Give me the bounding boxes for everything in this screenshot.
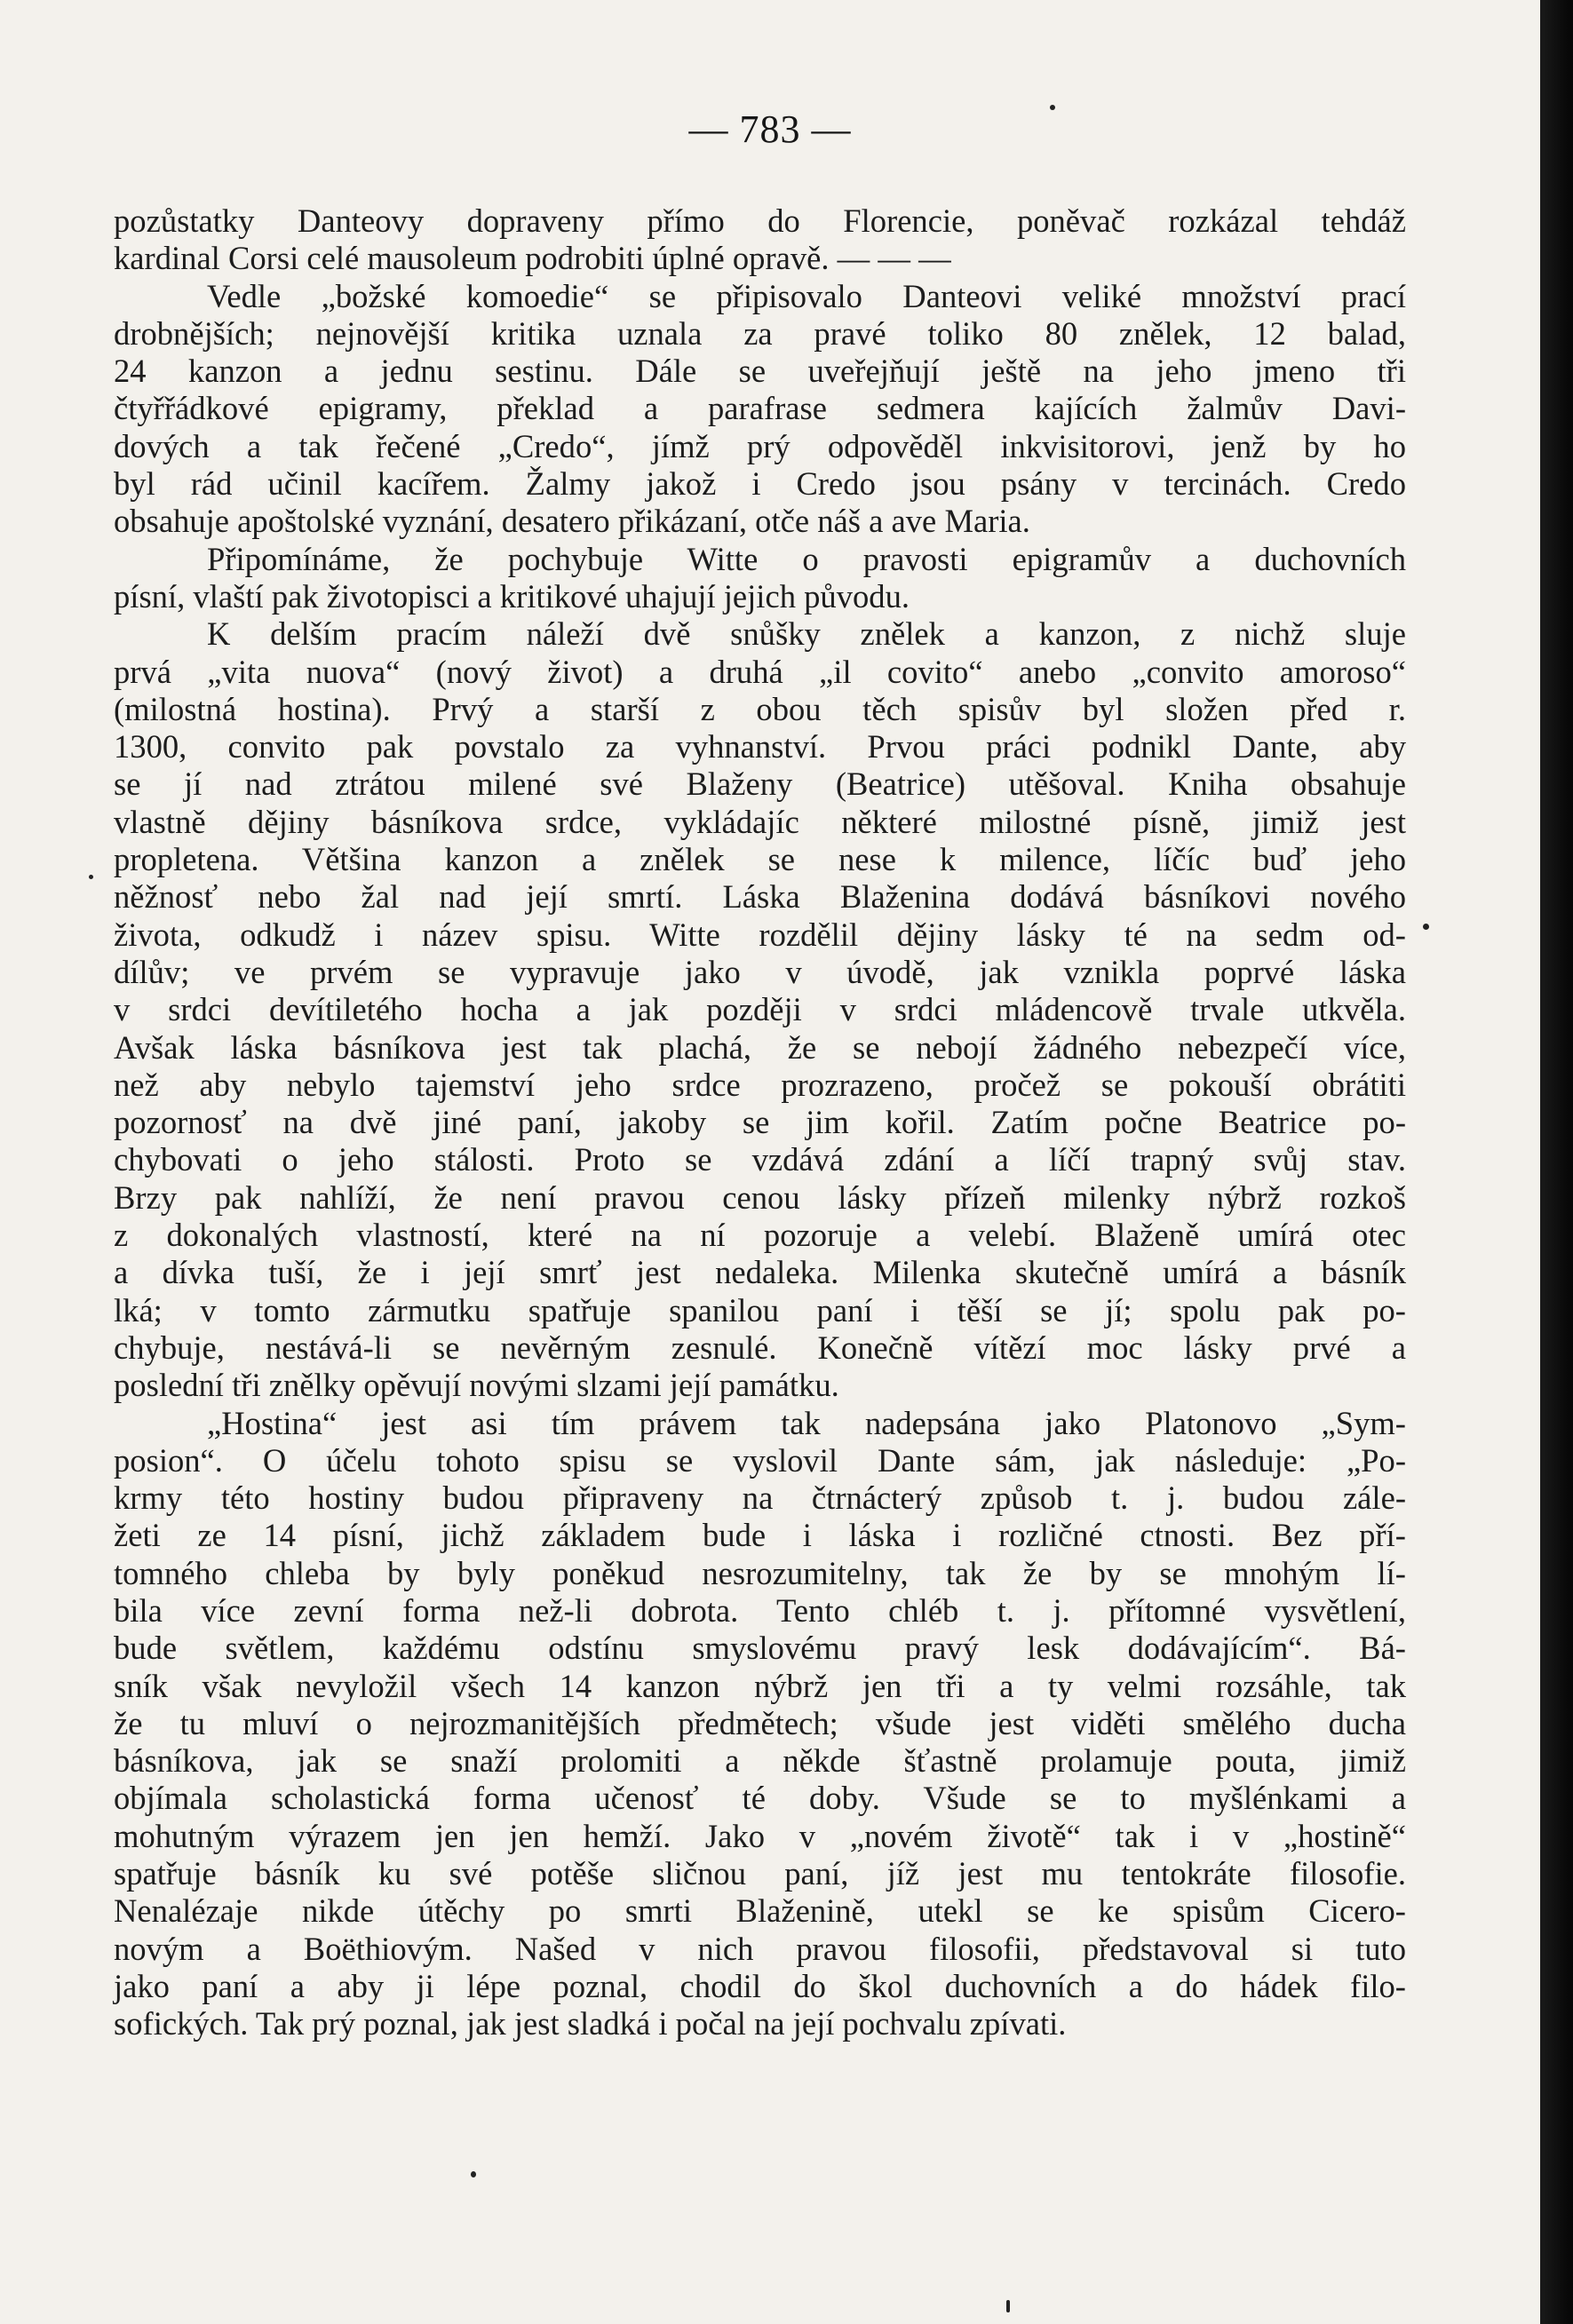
text-line: něžnosť nebo žal nad její smrtí. Láska Blaženina dodává básníkovi nového [114,878,1406,916]
text-line: obsahuje apoštolské vyznání, desatero přikázaní, otče náš a ave Maria. [114,503,1030,540]
text-line: objímala scholastická forma učenosť té doby. Všude se to myšlénkami a [114,1780,1406,1817]
text-line: 1300, convito pak povstalo za vyhnanství. Prvou práci podnikl Dante, aby [114,728,1406,765]
text-line: dílův; ve prvém se vypravuje jako v úvodě, jak vznikla poprvé láska [114,953,1406,990]
print-speck [1423,924,1429,930]
text-line: tomného chleba by byly poněkud nesrozumitelny, tak že by se mnohým lí- [114,1554,1406,1591]
text-line: bila více zevní forma než-li dobrota. Tento chléb t. j. přítomné vysvětlení, [114,1591,1406,1629]
text-line: Vedle „božské komoedie“ se připisovalo Danteovi veliké množství prací [207,277,1406,314]
print-speck [1006,2300,1010,2312]
text-line: „Hostina“ jest asi tím právem tak nadepsána jako Platonovo „Sym- [207,1404,1406,1441]
text-line: chybuje, nestává-li se nevěrným zesnulé. Konečně vítězí moc lásky prvé a [114,1329,1406,1366]
book-edge [1540,0,1573,2324]
text-line: propletena. Většina kanzon a znělek se nese k milence, líčíc buď jeho [114,841,1406,878]
text-line: že tu mluví o nejrozmanitějších předmětech; všude jest viděti smělého ducha [114,1704,1406,1741]
text-line: prvá „vita nuova“ (nový život) a druhá „il covito“ anebo „convito amoroso“ [114,653,1406,690]
text-line: pozůstatky Danteovy dopraveny přímo do Florencie, poněvač rozkázal tehdáž [114,202,1406,239]
text-line: chybovati o jeho stálosti. Proto se vzdává zdání a líčí trapný svůj stav. [114,1141,1406,1178]
text-line: čtyřřádkové epigramy, překlad a parafrase sedmera kajících žalmův Davi- [114,390,1406,427]
print-speck [1050,105,1055,110]
text-line: posion“. O účelu tohoto spisu se vyslovil Dante sám, jak následuje: „Po- [114,1441,1406,1479]
text-line: z dokonalých vlastností, které na ní pozoruje a velebí. Blaženě umírá otec [114,1217,1406,1254]
page-text [114,202,1406,2043]
text-line: K delším pracím náleží dvě snůšky znělek a kanzon, z nichž sluje [207,615,1406,653]
text-line: (milostná hostina). Prvý a starší z obou těch spisův byl složen před r. [114,690,1406,727]
text-line: se jí nad ztrátou milené své Blaženy (Beatrice) utěšoval. Kniha obsahuje [114,765,1406,803]
page-number: — 783 — [688,107,852,151]
paragraph-1 [114,202,1406,278]
text-line: krmy této hostiny budou připraveny na čtrnácterý způsob t. j. budou zále- [114,1479,1406,1517]
text-line: Nenalézaje nikde útěchy po smrti Blaženině, utekl se ke spisům Cicero- [114,1892,1406,1930]
text-line: byl rád učinil kacířem. Žalmy jakož i Credo jsou psány v tercinách. Credo [114,465,1406,503]
text-line: kardinal Corsi celé mausoleum podrobiti úplné opravě. — — — [114,240,951,277]
text-line: a dívka tuší, že i její smrť jest nedaleka. Milenka skutečně umírá a básník [114,1254,1406,1291]
text-line: vlastně dějiny básníkova srdce, vykládajíc některé milostné písně, jimiž jest [114,803,1406,840]
text-line: bude světlem, každému odstínu smyslovému pravý lesk dodávajícím“. Bá- [114,1630,1406,1667]
paragraph-4 [114,615,1406,1404]
print-speck [89,875,93,879]
text-line: života, odkudž i název spisu. Witte rozdělil dějiny lásky té na sedm od- [114,916,1406,953]
text-line: spatřuje básník ku své potěše sličnou paní, jíž jest mu tentokráte filosofie. [114,1855,1406,1892]
text-line: sofických. Tak prý poznal, jak jest sladká i počal na její pochvalu zpívati. [114,2005,1067,2042]
text-line: 24 kanzon a jednu sestinu. Dále se uveřejňují ještě na jeho jmeno tři [114,353,1406,390]
text-line: písní, vlaští pak životopisci a kritikové uhajují jejich původu. [114,577,910,615]
text-line: dových a tak řečené „Credo“, jímž prý odpověděl inkvisitorovi, jenž by ho [114,427,1406,464]
text-line: než aby nebylo tajemství jeho srdce prozrazeno, pročež se pokouší obrátiti [114,1066,1406,1103]
text-line: žeti ze 14 písní, jichž základem bude i láska i rozličné ctnosti. Bez pří- [114,1517,1406,1554]
text-line: poslední tři znělky opěvují novými slzami její památku. [114,1367,839,1404]
text-line: Avšak láska básníkova jest tak plachá, že se nebojí žádného nebezpečí více, [114,1028,1406,1066]
text-line: Připomínáme, že pochybuje Witte o pravosti epigramův a duchovních [207,540,1406,577]
text-line: lká; v tomto zármutku spatřuje spanilou paní i těší se jí; spolu pak po- [114,1291,1406,1329]
print-speck [471,2171,476,2177]
text-line: jako paní a aby ji lépe poznal, chodil do škol duchovních a do hádek filo- [114,1967,1406,2004]
text-line: sník však nevyložil všech 14 kanzon nýbrž jen tři a ty velmi rozsáhle, tak [114,1667,1406,1704]
text-line: mohutným výrazem jen jen hemží. Jako v „novém životě“ tak i v „hostině“ [114,1817,1406,1854]
text-line: v srdci devítiletého hocha a jak později v srdci mládencově trvale utkvěla. [114,991,1406,1028]
text-line: drobnějších; nejnovější kritika uznala za pravé toliko 80 znělek, 12 balad, [114,314,1406,352]
paragraph-5 [114,1405,1406,2043]
paragraph-3 [114,541,1406,616]
text-line: pozornosť na dvě jiné paní, jakoby se jim kořil. Zatím počne Beatrice po- [114,1104,1406,1141]
text-line: Brzy pak nahlíží, že není pravou cenou lásky přízeň milenky nýbrž rozkoš [114,1178,1406,1216]
text-line: básníkova, jak se snaží prolomiti a někde šťastně prolamuje pouta, jimiž [114,1742,1406,1780]
text-line: novým a Boëthiovým. Našed v nich pravou filosofii, představoval si tuto [114,1930,1406,1967]
paragraph-2 [114,278,1406,541]
